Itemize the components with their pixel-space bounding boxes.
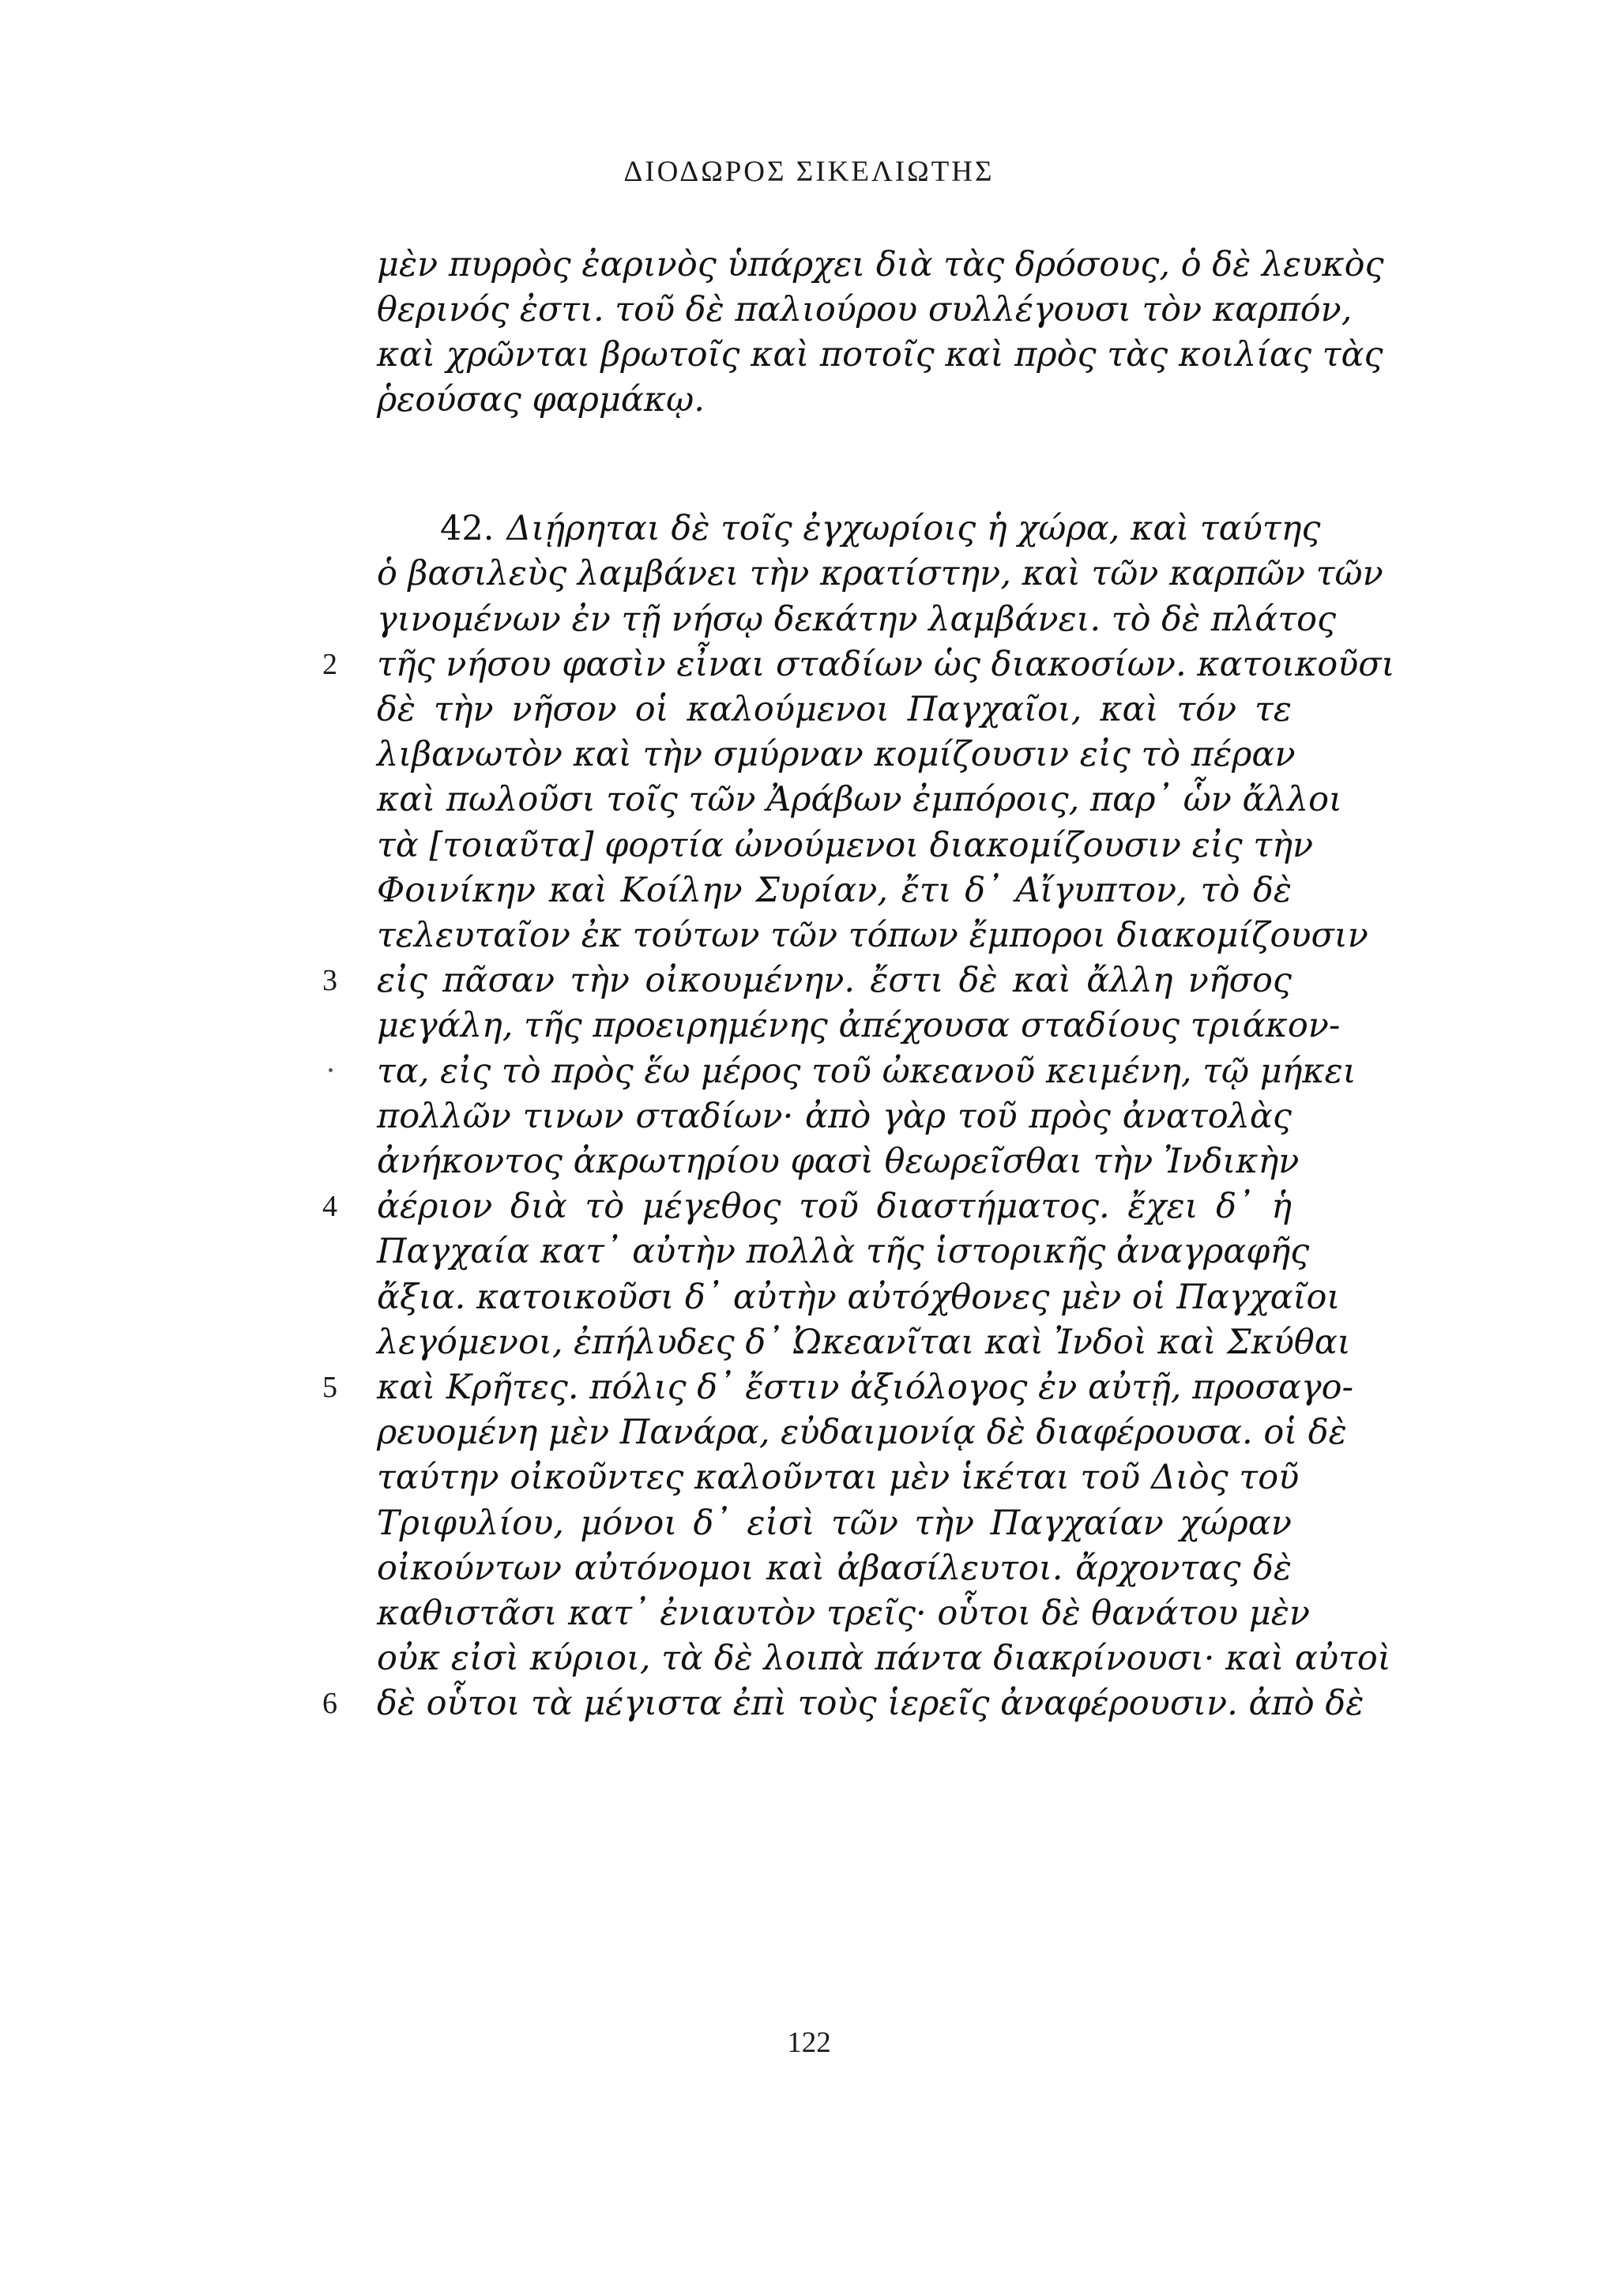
text-line: οὐκ εἰσὶ κύριοι, τὰ δὲ λοιπὰ πάντα διακρίνουσι· καὶ αὐτοὶ <box>377 1639 1391 1678</box>
page-number: 122 <box>787 2027 831 2059</box>
text-line: λεγόμενοι, ἐπήλυδες δ᾽ Ὠκεανῖται καὶ Ἰνδοὶ καὶ Σκύθαι <box>377 1323 1351 1362</box>
text-line: δὲ οὗτοι τὰ μέγιστα ἐπὶ τοὺς ἱερεῖς ἀναφέρουσιν. ἀπὸ δὲ <box>377 1684 1364 1723</box>
section-number: 3 <box>322 964 337 997</box>
text-line: Φοινίκην καὶ Κοίλην Συρίαν, ἔτι δ᾽ Αἴγυπτον, τὸ δὲ <box>377 871 1292 910</box>
text-line: γινομένων ἐν τῇ νήσῳ δεκάτην λαμβάνει. τὸ δὲ πλάτος <box>377 600 1337 639</box>
text-line: ὁ βασιλεὺς λαμβάνει τὴν κρατίστην, καὶ τῶν καρπῶν τῶν <box>377 554 1383 593</box>
text-line: Διῄρηται δὲ τοῖς ἐγχωρίοις ἡ χώρα, καὶ ταύτης <box>506 509 1321 548</box>
text-line: Παγχαία κατ᾽ αὐτὴν πολλὰ τῆς ἱστορικῆς ἀναγραφῆς <box>377 1232 1310 1271</box>
chapter-first-line <box>377 506 1321 551</box>
text-line: καθιστᾶσι κατ᾽ ἐνιαυτὸν τρεῖς· οὗτοι δὲ θανάτου μὲν <box>377 1594 1311 1633</box>
text-line: καὶ χρῶνται βρωτοῖς καὶ ποτοῖς καὶ πρὸς τὰς κοιλίας τὰς <box>377 335 1383 375</box>
text-line: τῆς νήσου φασὶν εἶναι σταδίων ὡς διακοσίων. κατοικοῦσι <box>377 645 1395 684</box>
chapter-number: 42. <box>440 509 495 548</box>
text-line: ῥεούσας φαρμάκῳ. <box>377 380 705 420</box>
running-head: ΔΙΟΔΩΡΟΣ ΣΙΚΕΛΙΩΤΗΣ <box>623 156 995 188</box>
text-line: καὶ πωλοῦσι τοῖς τῶν Ἀράβων ἐμπόροις, παρ᾽ ὧν ἄλλοι <box>377 780 1342 819</box>
text-line: ἀέριον διὰ τὸ μέγεθος τοῦ διαστήματος. ἔχει δ᾽ ἡ <box>377 1187 1292 1226</box>
text-line: μεγάλη, τῆς προειρημένης ἀπέχουσα σταδίους τριάκον- <box>377 1006 1341 1045</box>
text-line: εἰς πᾶσαν τὴν οἰκουμένην. ἔστι δὲ καὶ ἄλλη νῆσος <box>377 961 1292 1000</box>
text-line: δὲ τὴν νῆσον οἱ καλούμενοι Παγχαῖοι, καὶ τόν τε <box>377 690 1292 729</box>
text-line: πολλῶν τινων σταδίων· ἀπὸ γὰρ τοῦ πρὸς ἀνατολὰς <box>377 1097 1292 1136</box>
text-line: τελευταῖον ἐκ τούτων τῶν τόπων ἔμποροι διακομίζουσιν <box>377 916 1368 955</box>
text-line: ρευομένη μὲν Πανάρα, εὐδαιμονίᾳ δὲ διαφέρουσα. οἱ δὲ <box>377 1413 1347 1452</box>
text-line: καὶ Κρῆτες. πόλις δ᾽ ἔστιν ἀξιόλογος ἐν αὐτῇ, προσαγο- <box>377 1368 1353 1407</box>
text-line: ἄξια. κατοικοῦσι δ᾽ αὐτὴν αὐτόχθονες μὲν οἱ Παγχαῖοι <box>377 1278 1341 1317</box>
section-number: 2 <box>322 648 337 681</box>
section-number: 6 <box>322 1687 337 1720</box>
text-line: ταύτην οἰκοῦντες καλοῦνται μὲν ἱκέται τοῦ Διὸς τοῦ <box>377 1458 1300 1497</box>
section-number: 5 <box>322 1371 337 1404</box>
margin-dot <box>329 1068 333 1072</box>
text-line: οἰκούντων αὐτόνομοι καὶ ἀβασίλευτοι. ἄρχοντας δὲ <box>377 1549 1292 1588</box>
text-line: ἀνήκοντος ἀκρωτηρίου φασὶ θεωρεῖσθαι τὴν Ἰνδικὴν <box>377 1142 1300 1181</box>
section-number: 4 <box>322 1190 337 1223</box>
text-line: μὲν πυρρὸς ἐαρινὸς ὑπάρχει διὰ τὰς δρόσους, ὁ δὲ λευκὸς <box>377 245 1384 284</box>
text-line: θερινός ἐστι. τοῦ δὲ παλιούρου συλλέγουσι τὸν καρπόν, <box>377 290 1353 329</box>
text-line: τα, εἰς τὸ πρὸς ἕω μέρος τοῦ ὠκεανοῦ κειμένη, τῷ μήκει <box>377 1052 1356 1091</box>
text-line: Τριφυλίου, μόνοι δ᾽ εἰσὶ τῶν τὴν Παγχαίαν χώραν <box>377 1504 1292 1543</box>
text-line: τὰ [τοιαῦτα] φορτία ὠνούμενοι διακομίζουσιν εἰς τὴν <box>377 826 1314 865</box>
text-line: λιβανωτὸν καὶ τὴν σμύρναν κομίζουσιν εἰς τὸ πέραν <box>377 735 1296 774</box>
